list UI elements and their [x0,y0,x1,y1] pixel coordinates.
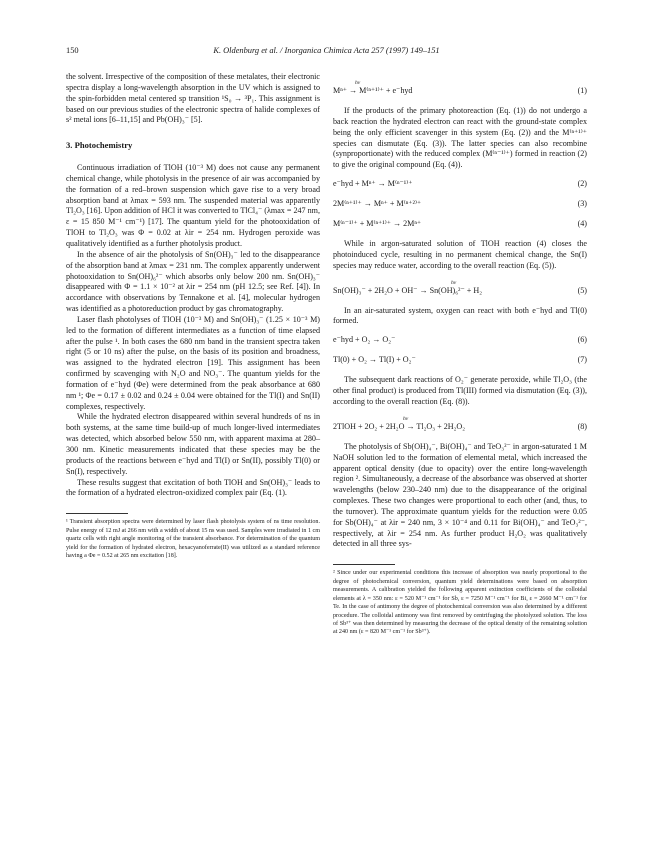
equation-text: Mⁿ⁺ → M⁽ⁿ⁺¹⁾⁺ + e⁻hyd [333,86,413,95]
footnote-1: ¹ Transient absorption spectra were determined by laser flash photolysis system of ns time resolution. Pulse energy of 12 mJ at 266 nm with a width of about 15 ns was used. Samples were irradiated in 1 cm quartz cells with right angle monitoring of the transient absorbance. For determination of the quantum yield for the formation of hydrated electron, hexacyanoferrate(II) was utilized as a standard reference having a Φe = 0.52 at 265 nm excitation [18]. [66,519,320,560]
equation-text: e⁻hyd + Mⁿ⁺ → M⁽ⁿ⁻¹⁾⁺ [333,179,413,189]
equation-4 [333,219,587,231]
paragraph-laser-flash: Laser flash photolyses of TlOH (10⁻³ M) and Sn(OH)₃⁻ (1.25 × 10⁻³ M) led to the formation of different intermediates as a function of time elapsed after the pulse ¹. In both cases the 680 nm band in the transient spectra taken right (5 or 10 ns) after the pulse, on the basis of its position and broadness, was assigned to the hydrated electron [19]. This assignment has been confirmed by scavenging with N₂O and NO₃⁻. The quantum yields for the formation of e⁻hyd (Φe) were determined from the peak absorbance at 680 nm ¹; Φe = 0.17 ± 0.02 and 0.24 ± 0.04 were obtained for the Tl(I) and Sn(II) complexes, respectively. [66,314,320,411]
equation-text: e⁻hyd + O₂ → O₂⁻ [333,335,396,345]
paragraph-electron-pair: These results suggest that excitation of both TlOH and Sn(OH)₃⁻ leads to the formation of a hydrated electron-oxidized complex pair (Eq. (1). [66,477,320,498]
equation-text: Tl(0) + O₂ → Tl(I) + O₂⁻ [333,355,416,365]
footnote-2: ² Since under our experimental conditions this increase of absorption was nearly proportional to the degree of photochemical conversion, quantum yield determinations were based on absorption measurements. A calibration yielded the following apparent extinction coefficients of the colloidal elements at λ = 350 nm: ε = 520 M⁻¹ cm⁻¹ for Sb, ε = 7250 M⁻¹ cm⁻¹ for Bi, ε = 2660 M⁻¹ cm⁻¹ for Te. In the case of antimony the degree of photochemical conversion was also determined by a different procedure. The colloidal antimony was first removed by centrifuging the photolyzed solution. The loss of Sb³⁺ was then determined by measuring the decrease of the optical density of the remaining solution at 240 nm (ε = 820 M⁻¹ cm⁻¹ for Sb³⁺). [333,570,587,636]
equation-number: (7) [577,355,587,365]
equation-number: (4) [577,219,587,229]
equation-6 [333,335,587,347]
paragraph-air-saturated: In an air-saturated system, oxygen can react with both e⁻hyd and Tl(0) formed. [333,305,587,326]
equation-text: 2M⁽ⁿ⁺¹⁾⁺ → Mⁿ⁺ + M⁽ⁿ⁺²⁾⁺ [333,199,422,209]
equation-number: (8) [577,421,587,431]
footnote-divider [333,564,395,565]
paragraph-argon-saturated: While in argon-saturated solution of TlOH reaction (4) closes the photoinduced cycle, resulting in no permanent chemical change, the Sn(I) species may reduce water, according to the overall reaction (Eq. (5)). [333,239,587,270]
paragraph-tloh-photolysis: Continuous irradiation of TlOH (10⁻³ M) does not cause any permanent chemical change, while photolysis in the presence of air was accompanied by the formation of a red–brown suspension which gave rise to a very broad absorption band at λmax = 593 nm. The suspended material was apparently Tl₂O₃ [16]. Upon addition of HCl it was converted to TlCl₄⁻ (λmax = 247 nm, ε = 15 850 M⁻¹ cm⁻¹) [17]. The quantum yield for the photooxidation of TlOH to Tl₂O₃ was Φ = 0.02 at λir = 254 nm. Hydrogen peroxide was qualitatively identified as a further photolysis product. [66,163,320,248]
equation-2 [333,179,587,191]
page-number: 150 [66,46,79,55]
equation-number: (5) [577,285,587,295]
paragraph-dark-reactions: The subsequent dark reactions of O₂⁻ generate peroxide, while Tl₂O₃ (the other final product) is produced from Tl(III) formed via dismutation (Eq. (3)), according to the overall reaction (Eq. (8)). [333,375,587,406]
paragraph-sb-bi-te-photolysis: The photolysis of Sb(OH)₄⁻, Bi(OH)₄⁻ and TeO₃²⁻ in argon-saturated 1 M NaOH solution led to the formation of elemental metal, which increased the apparent optical density (due to opacity) over the entire long-wavelength region ². Simultaneously, a decrease of the absorbance was observed at shorter wavelengths (below 230–240 nm) due to the disappearance of the original complexes. These two changes were proportional to each other (and, thus, to the turnover). The approximate quantum yields for the reduction were 0.05 for Sb(OH)₄⁻ at λir = 240 nm, 3 × 10⁻⁴ and 0.11 for Bi(OH)₄⁻ and TeO₃²⁻, respectively, at λir = 254 nm. As further product H₂O₂ was qualitatively detected in all three sys- [333,441,587,549]
footnote-divider [66,513,128,514]
page-header [66,46,587,60]
paragraph-hydrated-electron-decay: While the hydrated electron disappeared within several hundreds of ns in both systems, at the same time build-up of much longer-lived intermediates was detected, which absorbed below 550 nm, with apparent maxima at 280–300 nm. Kinetic measurements indicated that these species may be the products of the reactions between e⁻hyd and Tl(I) or Sn(II), possibly Tl(0) or Sn(I), respectively. [66,412,320,476]
equation-number: (3) [577,199,587,209]
section-heading: 3. Photochemistry [66,140,133,151]
hv-label: hν [403,415,409,422]
hv-label: hν [451,279,457,286]
equation-text: M⁽ⁿ⁻¹⁾⁺ + M⁽ⁿ⁺¹⁾⁺ → 2Mⁿ⁺ [333,219,422,229]
equation-8 [333,415,587,434]
hv-label: hν [355,80,361,86]
equation-3 [333,199,587,211]
equation-number: (6) [577,335,587,345]
left-column [66,72,320,560]
paragraph-sn-photolysis: In the absence of air the photolysis of Sn(OH)₃⁻ led to the disappearance of the absorption band at λmax = 231 nm. The complex apparently underwent photooxidation to Sn(OH)₆²⁻ which absorbs only below 200 nm. Sn(OH)₃⁻ disappeared with Φ = 1.1 × 10⁻² at λir = 254 nm (pH 12.5; see Ref. [4]). In accordance with observations by Tennakone et al. [4], molecular hydrogen was identified as a photoreduction product by gas chromatography. [66,249,320,314]
equation-5 [333,279,587,298]
right-column [333,72,587,637]
paragraph-primary-products: If the products of the primary photoreaction (Eq. (1)) do not undergo a back reaction the hydrated electron can react with the ground-state complex being the only efficient scavenger in this system (Eq. (2)) and the M⁽ⁿ⁺¹⁾⁺ species can dismutate (Eq. (3)). The latter species can also recombine (synproportionate) with the reduced complex (M⁽ⁿ⁻¹⁾⁺) formed in reaction (2) to give the original compound (Eq. (4)). [333,106,587,170]
running-title: K. Oldenburg et al. / Inorganica Chimica Acta 257 (1997) 149–151 [213,46,440,55]
equation-text: Sn(OH)₃⁻ + 2H₂O + OH⁻ → Sn(OH)₆²⁻ + H₂ [333,285,483,295]
intro-paragraph: the solvent. Irrespective of the composition of these metalates, their electronic spectra display a long-wavelength absorption in the UV which is assigned to the spin-forbidden metal centered sp transition ¹S₀ → ³P₁. This assignment is based on our previous studies of the electronic spectra of halide complexes of s² metal ions [6–11,15] and Pb(OH)₃⁻ [5]. [66,72,320,125]
equation-text: 2TlOH + 2O₂ + 2H₂O → Tl₂O₃ + 2H₂O₂ [333,421,466,431]
equation-1 [333,80,587,98]
equation-number: (2) [577,179,587,189]
equation-number: (1) [577,86,587,95]
equation-7 [333,355,587,367]
